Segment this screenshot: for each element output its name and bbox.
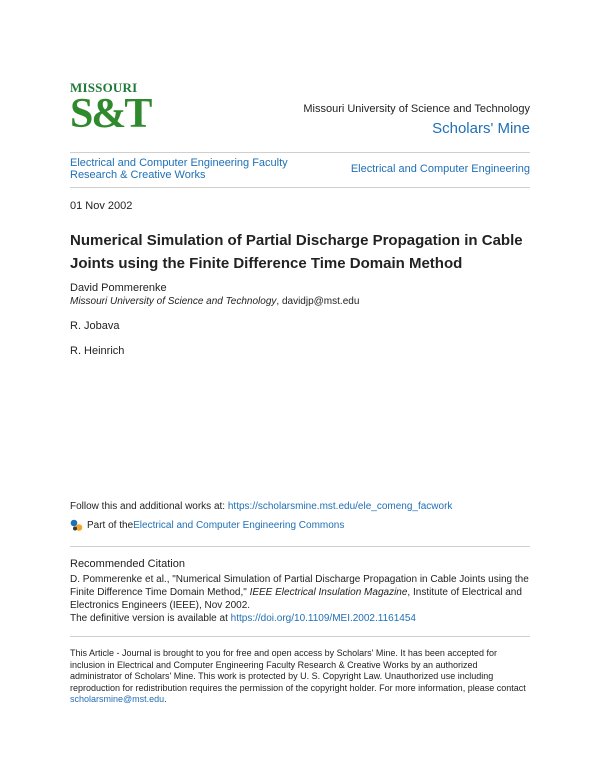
citation-authors-title: D. Pommerenke et al., "Numerical Simulation of Partial Discharge Propagation in Cable Joints using the Finite Difference Time Domain Method," <box>70 574 529 598</box>
contact-email-link[interactable]: scholarsmine@mst.edu <box>70 694 165 704</box>
access-notice <box>70 648 530 706</box>
doi-prefix: The definitive version is available at <box>70 613 231 624</box>
citation-text <box>70 573 530 625</box>
author-email: , davidjp@mst.edu <box>276 296 360 307</box>
publication-date: 01 Nov 2002 <box>70 200 133 212</box>
notice-text: This Article - Journal is brought to you for free and open access by Scholars' Mine. It has been accepted for inclusion in Electrical and Computer Engineering Faculty Research & Creative Works by an authorized administrator of Scholars' Mine. This work is protected by U. S. Copyright Law. Unauthorized use including reproduction for redistribution requires the permission of the copyright holder. For more information, please contact <box>70 648 526 693</box>
commons-link[interactable]: Electrical and Computer Engineering Commons <box>133 520 345 531</box>
citation-journal: IEEE Electrical Insulation Magazine <box>249 587 408 598</box>
author-name: R. Heinrich <box>70 345 125 357</box>
citation-divider <box>70 546 530 547</box>
missouri-st-logo <box>70 80 151 140</box>
network-commons-icon <box>70 519 83 532</box>
part-of-prefix: Part of the <box>87 520 134 531</box>
collection-department-link[interactable]: Electrical and Computer Engineering <box>350 163 530 175</box>
author-affiliation <box>70 296 359 307</box>
institution-name: Missouri University of Science and Technology <box>303 103 530 115</box>
collection-faculty-works-link[interactable]: Electrical and Computer Engineering Faculty Research & Creative Works <box>70 157 288 181</box>
collection-divider <box>70 187 530 188</box>
doi-link[interactable]: https://doi.org/10.1109/MEI.2002.1161454 <box>230 613 416 624</box>
citation-publisher: , Institute of Electrical and Electronics Engineers (IEEE), Nov 2002. <box>70 587 522 611</box>
part-of-line <box>70 519 344 532</box>
author-name: R. Jobava <box>70 320 120 332</box>
logo-st-text: S&T <box>70 91 151 137</box>
notice-end: . <box>164 694 167 704</box>
scholars-mine-link[interactable]: Scholars' Mine <box>432 120 530 137</box>
author-name: David Pommerenke <box>70 282 167 294</box>
notice-divider <box>70 636 530 637</box>
affiliation-text: Missouri University of Science and Technology <box>70 296 277 307</box>
article-title: Numerical Simulation of Partial Discharge Propagation in Cable Joints using the Finite Difference Time Domain Method <box>70 232 523 272</box>
follow-prefix: Follow this and additional works at: <box>70 501 228 512</box>
follow-link[interactable]: https://scholarsmine.mst.edu/ele_comeng_facwork <box>227 501 453 512</box>
logo-missouri-text: MISSOURI <box>70 80 138 95</box>
header-divider <box>70 152 530 153</box>
recommended-citation-heading: Recommended Citation <box>70 558 185 570</box>
follow-line <box>70 501 452 512</box>
